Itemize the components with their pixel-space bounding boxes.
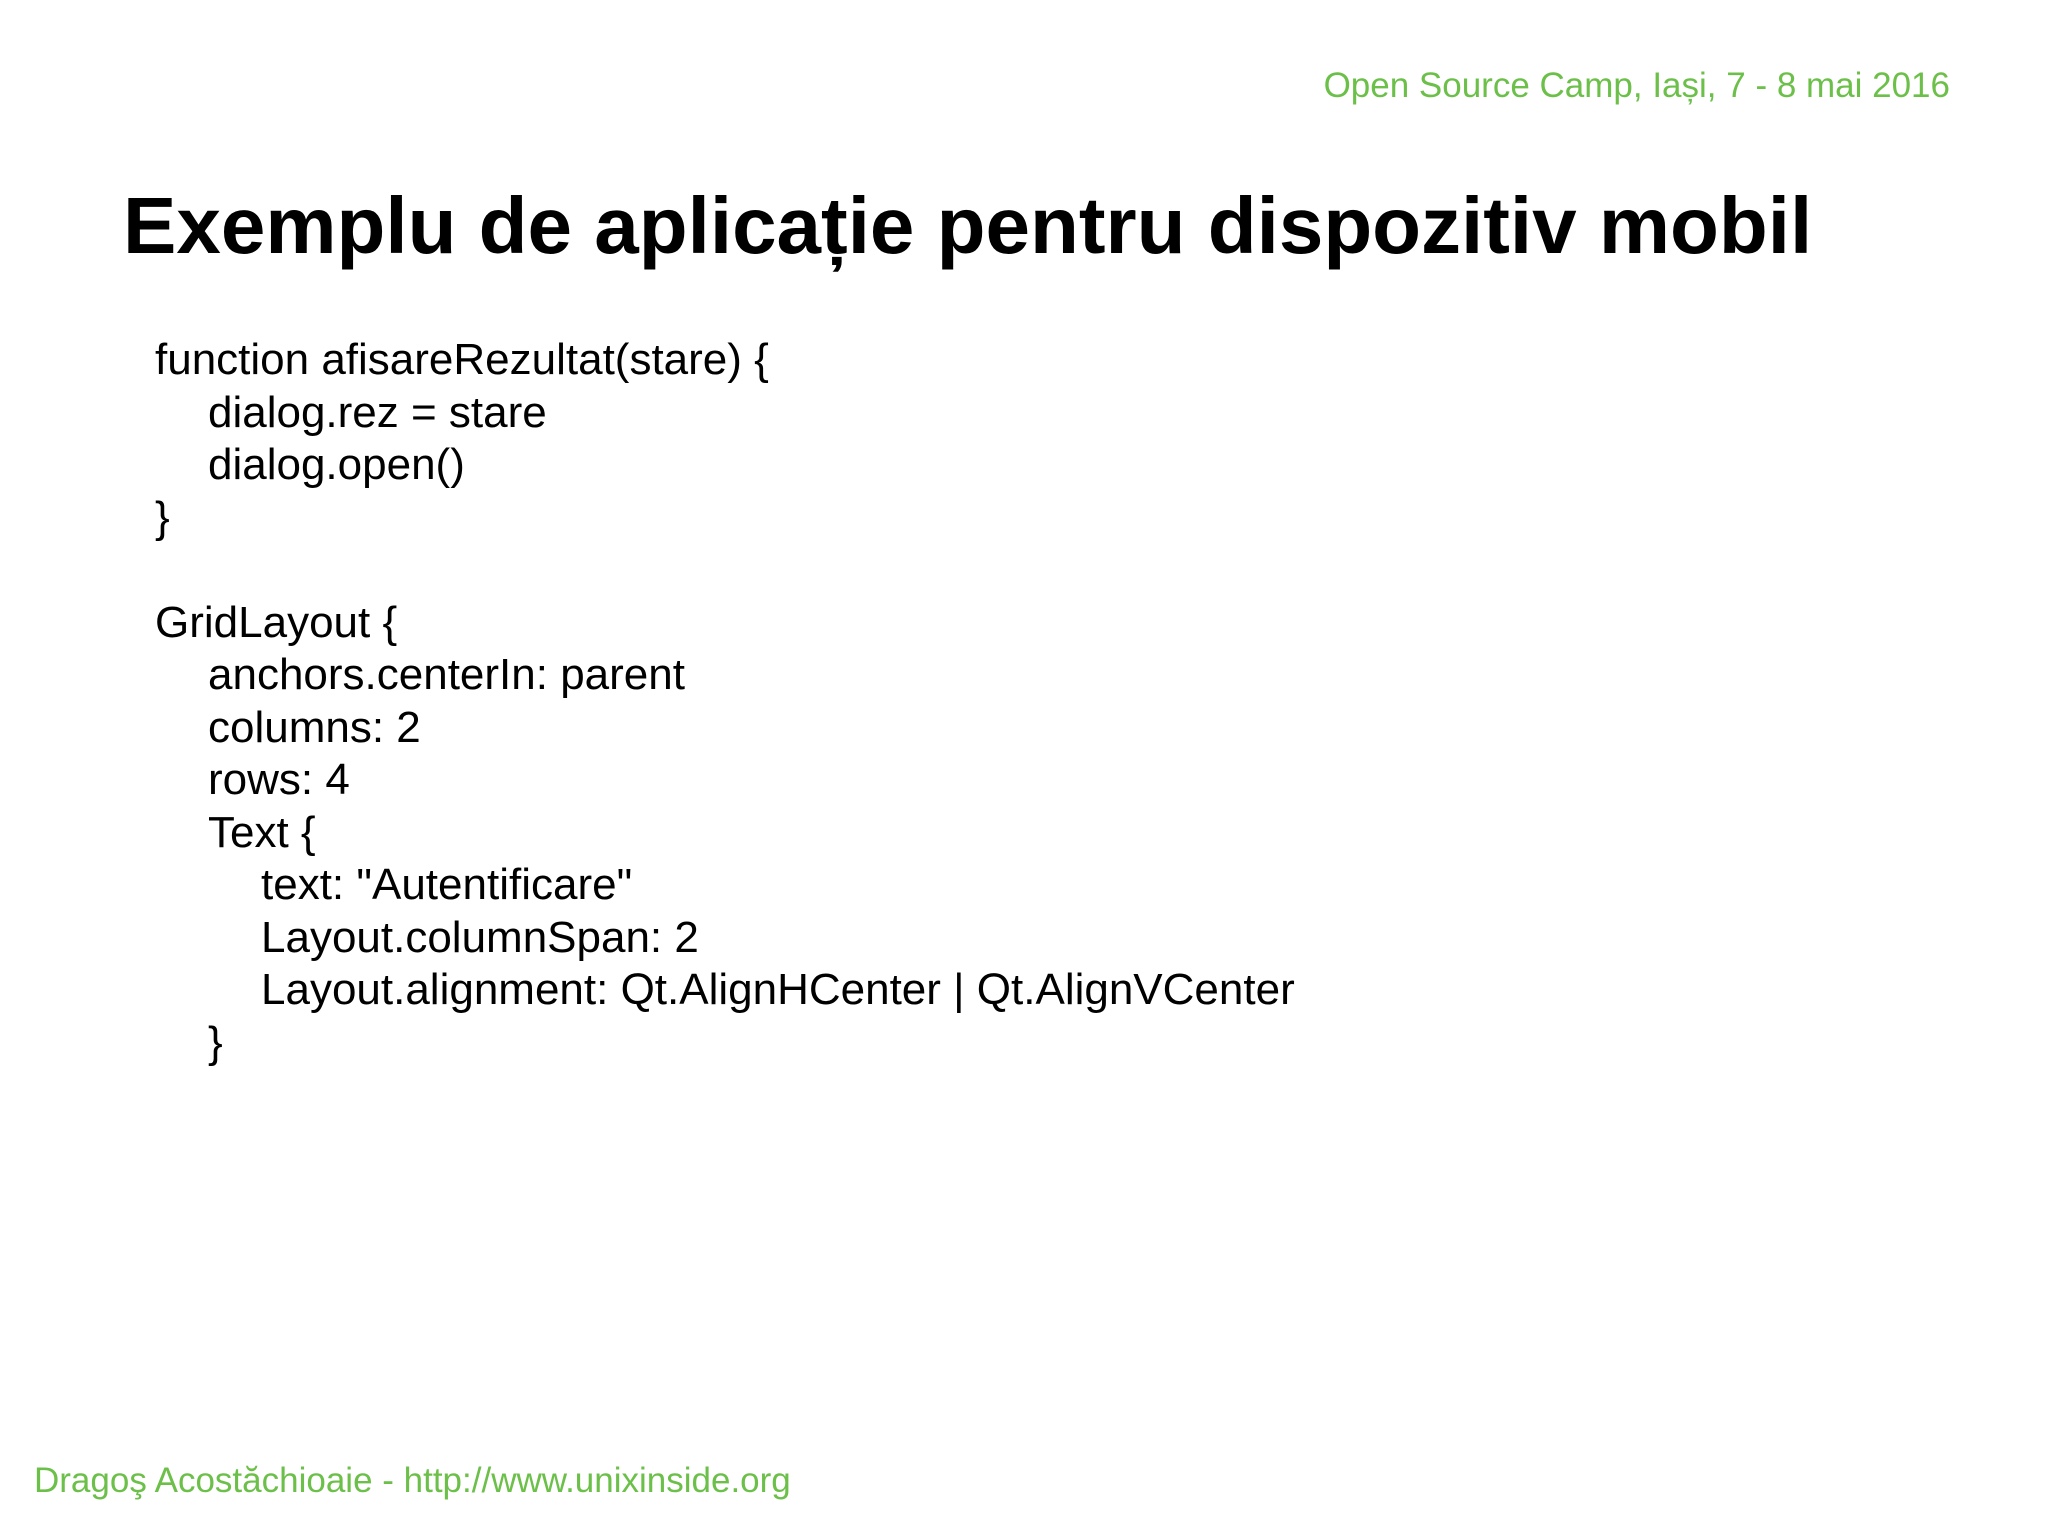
code-line: text: "Autentificare" xyxy=(261,860,633,909)
code-block xyxy=(155,334,1295,1069)
code-line: function afisareRezultat(stare) { xyxy=(155,335,769,384)
slide-title: Exemplu de aplicație pentru dispozitiv mobil xyxy=(123,181,1813,270)
code-blank-line xyxy=(155,544,1295,597)
code-line: Layout.alignment: Qt.AlignHCenter | Qt.AlignVCenter xyxy=(261,965,1295,1014)
code-line: } xyxy=(208,1017,223,1067)
code-line: dialog.open() xyxy=(208,440,465,489)
code-line: dialog.rez = stare xyxy=(208,387,547,437)
code-line: columns: 2 xyxy=(208,702,421,752)
code-line: Layout.columnSpan: 2 xyxy=(261,912,699,962)
code-line: anchors.centerIn: parent xyxy=(208,650,685,699)
code-line: GridLayout { xyxy=(155,597,398,647)
code-line: Text { xyxy=(208,807,316,857)
event-header: Open Source Camp, Iași, 7 - 8 mai 2016 xyxy=(1323,66,1950,105)
code-line: rows: 4 xyxy=(208,755,350,804)
code-line: } xyxy=(155,492,170,542)
footer-author: Dragoş Acostăchioaie - http://www.unixinside.org xyxy=(34,1461,791,1500)
